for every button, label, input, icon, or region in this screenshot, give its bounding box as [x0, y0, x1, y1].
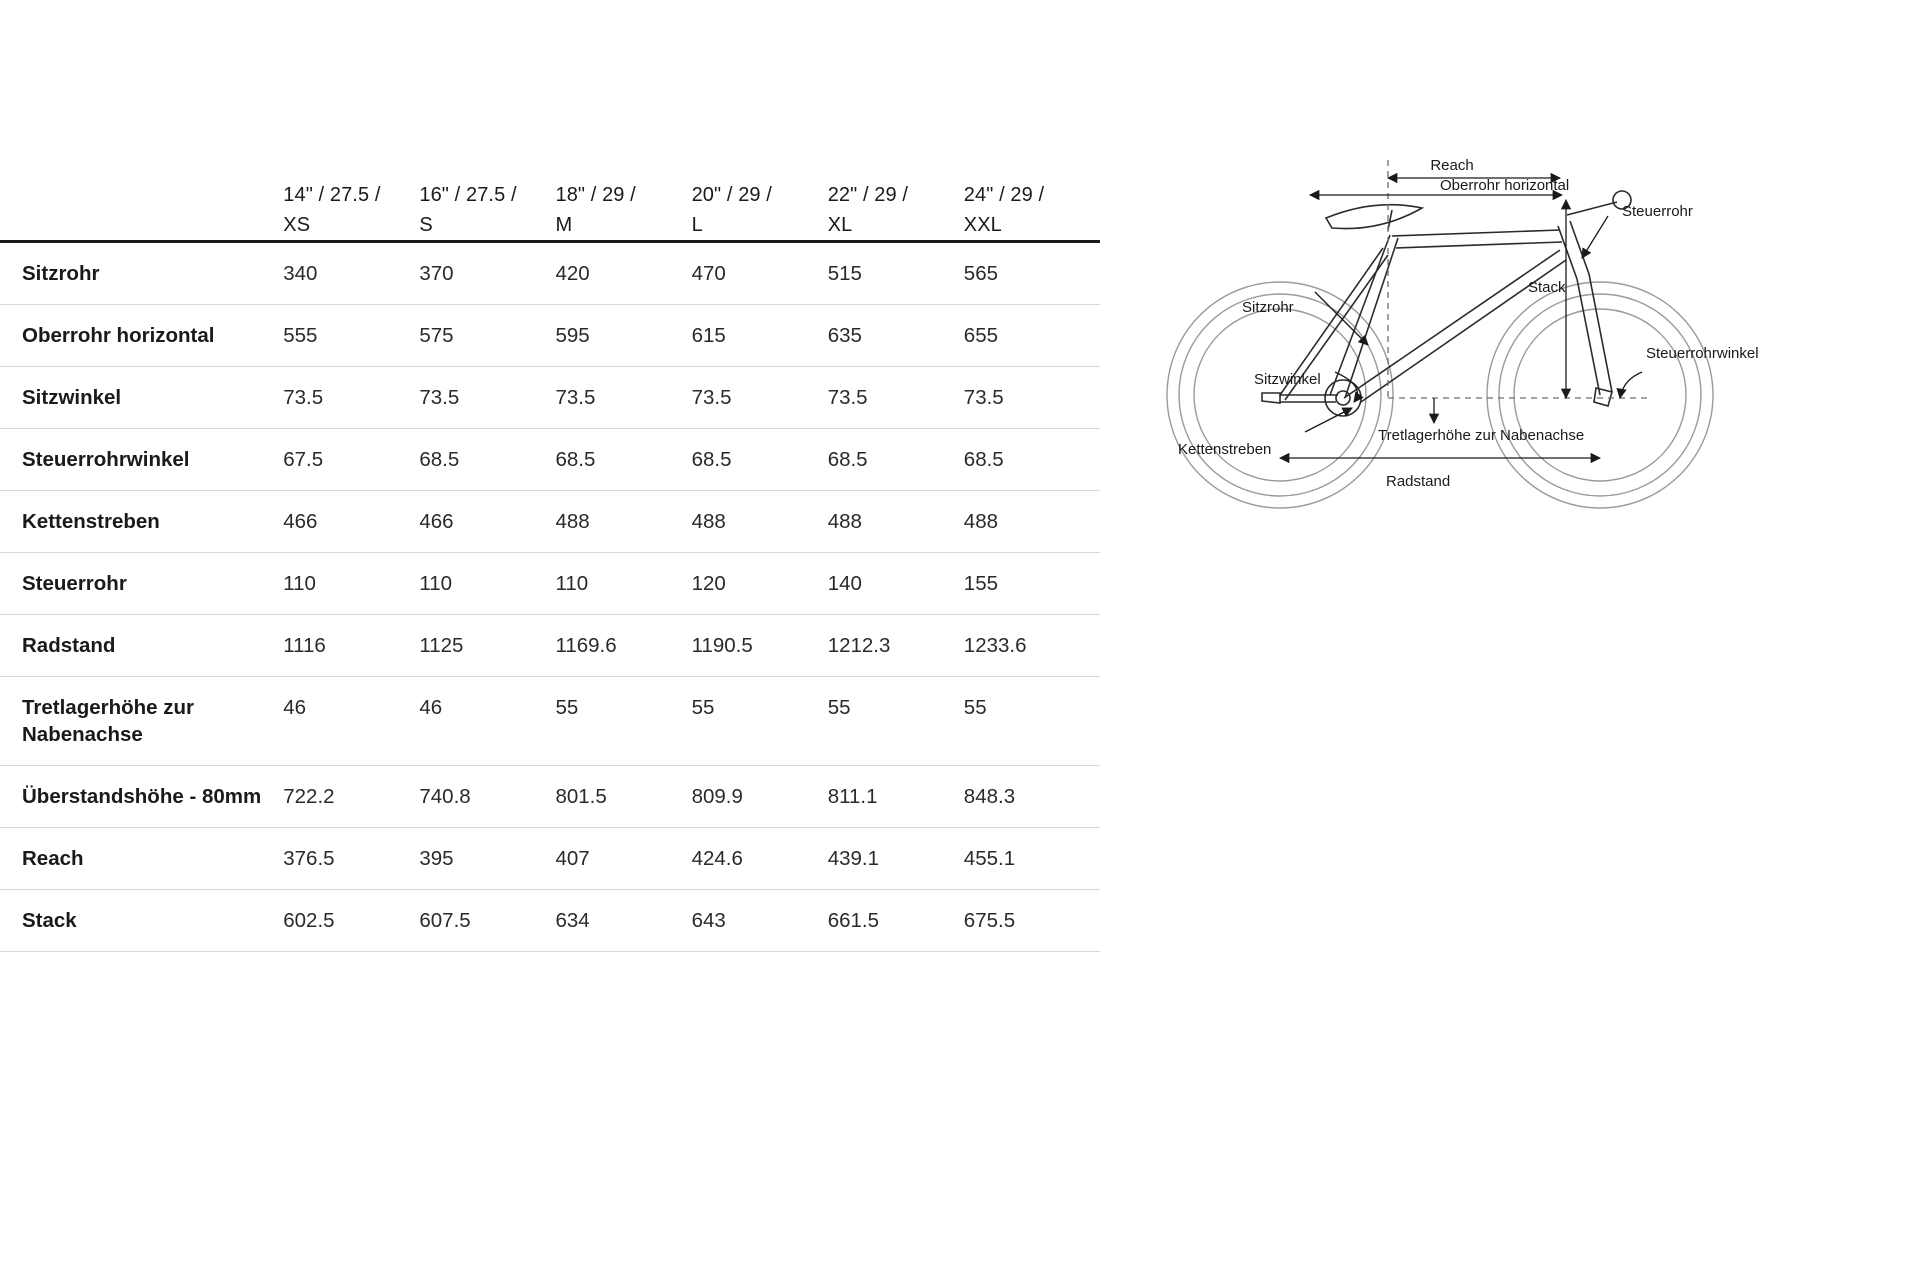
cell-steuerrohrwinkel-xl: 68.5: [827, 448, 868, 471]
row-label-stack: Stack: [22, 909, 77, 932]
cell-reach-s: 395: [419, 847, 454, 870]
cell-oberrohr-l: 615: [691, 324, 726, 347]
label-steuerrohrwinkel: Steuerrohrwinkel: [1646, 345, 1759, 362]
cell-tretlagerhoehe-s: 46: [419, 696, 443, 719]
cell-kettenstreben-l: 488: [691, 510, 726, 533]
cell-tretlagerhoehe-m: 55: [555, 696, 579, 719]
header-size-xl: [828, 180, 964, 242]
table-row: [0, 828, 1100, 890]
top-tube-upper: [1392, 230, 1560, 236]
table-header-row: [0, 180, 1100, 242]
row-label-sitzwinkel: Sitzwinkel: [22, 386, 122, 409]
label-kettenstreben: Kettenstreben: [1178, 441, 1272, 458]
row-label-steuerrohrwinkel: Steuerrohrwinkel: [22, 448, 190, 471]
row-label-kettenstreben: Kettenstreben: [22, 510, 160, 533]
cell-steuerrohrwinkel-xxl: 68.5: [963, 448, 1004, 471]
cell-ueberstandshoehe-l: 809.9: [691, 785, 743, 808]
cell-stack-l: 643: [691, 909, 726, 932]
cell-steuerrohr-xs: 110: [283, 572, 316, 595]
table-header: [0, 180, 1100, 242]
cell-oberrohr-m: 595: [555, 324, 590, 347]
cell-oberrohr-xl: 635: [827, 324, 862, 347]
headtube-pointer: [1582, 216, 1608, 258]
cell-sitzrohr-s: 370: [419, 262, 454, 285]
header-size-xs: [283, 180, 419, 242]
cell-tretlagerhoehe-xxl: 55: [963, 696, 987, 719]
header-size-xxl: [964, 180, 1100, 242]
table-body: [0, 242, 1100, 952]
cell-kettenstreben-s: 466: [419, 510, 454, 533]
cell-oberrohr-s: 575: [419, 324, 454, 347]
bike-geometry-diagram: [1130, 140, 1870, 600]
cell-sitzwinkel-l: 73.5: [691, 386, 732, 409]
header-size-xs-line2: XS: [283, 214, 311, 236]
label-reach: Reach: [1430, 157, 1474, 174]
seat-tube: [1330, 235, 1390, 395]
header-size-s-line2: S: [419, 214, 433, 236]
label-steuerrohr: Steuerrohr: [1622, 203, 1693, 220]
header-size-m-line1: 18" / 29 /: [555, 184, 636, 206]
front-dropout: [1594, 388, 1612, 406]
cell-tretlagerhoehe-xl: 55: [827, 696, 851, 719]
cell-kettenstreben-xs: 466: [283, 510, 318, 533]
cell-radstand-l: 1190.5: [691, 634, 753, 657]
header-corner-cell: [0, 180, 283, 242]
bottom-bracket-axle: [1336, 391, 1350, 405]
header-size-xxl-line1: 24" / 29 /: [963, 184, 1045, 206]
cell-stack-xs: 602.5: [283, 909, 335, 932]
header-size-m: [555, 180, 691, 242]
bottom-bracket-motor: [1325, 380, 1361, 416]
cell-ueberstandshoehe-xxl: 848.3: [963, 785, 1016, 808]
table-row: [0, 305, 1100, 367]
header-size-s-line1: 16" / 27.5 /: [419, 184, 517, 206]
chainstay-pointer: [1305, 408, 1352, 432]
cell-sitzwinkel-xxl: 73.5: [963, 386, 1004, 409]
cell-stack-s: 607.5: [419, 909, 471, 932]
cell-sitzrohr-xxl: 565: [963, 262, 999, 285]
row-label-sitzrohr: Sitzrohr: [22, 262, 100, 285]
stem: [1567, 202, 1617, 215]
cell-tretlagerhoehe-xs: 46: [283, 696, 307, 719]
cell-reach-xl: 439.1: [827, 847, 879, 870]
header-size-l-line1: 20" / 29 /: [691, 184, 772, 206]
cell-steuerrohrwinkel-m: 68.5: [555, 448, 596, 471]
cell-reach-xxl: 455.1: [963, 847, 1016, 870]
header-size-xs-line1: 14" / 27.5 /: [283, 184, 381, 206]
table-row: [0, 553, 1100, 615]
cell-stack-xxl: 675.5: [963, 909, 1016, 932]
label-sitzwinkel: Sitzwinkel: [1254, 371, 1321, 388]
cell-reach-xs: 376.5: [283, 847, 335, 870]
rear-dropout: [1262, 393, 1280, 403]
header-size-xl-line2: XL: [827, 214, 853, 236]
table-row: [0, 766, 1100, 828]
label-oberrohr-horizontal: Oberrohr horizontal: [1440, 177, 1570, 194]
table-row: [0, 890, 1100, 952]
cell-steuerrohrwinkel-s: 68.5: [419, 448, 460, 471]
row-label-steuerrohr: Steuerrohr: [22, 572, 127, 595]
header-size-l: [692, 180, 828, 242]
cell-sitzwinkel-xl: 73.5: [827, 386, 868, 409]
header-size-m-line2: M: [555, 214, 573, 236]
cell-steuerrohrwinkel-l: 68.5: [691, 448, 732, 471]
label-sitzrohr: Sitzrohr: [1242, 299, 1294, 316]
headangle-arc: [1620, 372, 1642, 398]
cell-sitzwinkel-xs: 73.5: [283, 386, 324, 409]
fork-leg-right: [1589, 274, 1612, 392]
table-row: [0, 367, 1100, 429]
cell-sitzrohr-m: 420: [555, 262, 590, 285]
cell-steuerrohr-l: 120: [691, 572, 726, 595]
cell-ueberstandshoehe-xs: 722.2: [283, 785, 335, 808]
header-size-l-line2: L: [691, 214, 703, 236]
seatangle-arc: [1335, 372, 1357, 402]
cell-radstand-xs: 1116: [283, 634, 326, 657]
label-stack: Stack: [1528, 279, 1566, 296]
cell-ueberstandshoehe-s: 740.8: [419, 785, 471, 808]
saddle: [1326, 205, 1422, 229]
cell-ueberstandshoehe-xl: 811.1: [827, 785, 878, 808]
label-radstand: Radstand: [1386, 473, 1451, 490]
header-size-s: [419, 180, 555, 242]
cell-radstand-xl: 1212.3: [827, 634, 891, 657]
cell-radstand-s: 1125: [419, 634, 464, 657]
cell-sitzrohr-xl: 515: [827, 262, 862, 285]
cell-steuerrohr-xxl: 155: [963, 572, 999, 595]
table-row: [0, 677, 1100, 766]
table-row: [0, 491, 1100, 553]
row-label-oberrohr-horizontal: Oberrohr horizontal: [22, 324, 215, 347]
table-row: [0, 429, 1100, 491]
cell-steuerrohr-s: 110: [419, 572, 453, 595]
geometry-table-container: [0, 180, 1100, 952]
cell-kettenstreben-m: 488: [555, 510, 590, 533]
seat-tube-2: [1345, 238, 1398, 398]
top-tube-lower: [1396, 242, 1562, 248]
cell-kettenstreben-xxl: 488: [963, 510, 999, 533]
cell-steuerrohrwinkel-xs: 67.5: [283, 448, 324, 471]
table-row: [0, 615, 1100, 677]
cell-sitzrohr-xs: 340: [283, 262, 318, 285]
cell-radstand-xxl: 1233.6: [963, 634, 1027, 657]
cell-sitzwinkel-s: 73.5: [419, 386, 460, 409]
cell-sitzwinkel-m: 73.5: [555, 386, 596, 409]
cell-reach-l: 424.6: [691, 847, 743, 870]
header-size-xxl-line2: XXL: [963, 214, 1002, 236]
cell-stack-m: 634: [555, 909, 590, 932]
cell-steuerrohr-xl: 140: [827, 572, 862, 595]
row-label-reach: Reach: [22, 847, 84, 870]
cell-sitzrohr-l: 470: [691, 262, 726, 285]
cell-oberrohr-xs: 555: [283, 324, 318, 347]
cell-reach-m: 407: [555, 847, 590, 870]
header-size-xl-line1: 22" / 29 /: [827, 184, 909, 206]
cell-ueberstandshoehe-m: 801.5: [555, 785, 607, 808]
fork-leg-left: [1577, 279, 1600, 395]
label-tretlagerhoehe: Tretlagerhöhe zur Nabenachse: [1378, 427, 1585, 444]
cell-kettenstreben-xl: 488: [827, 510, 862, 533]
cell-radstand-m: 1169.6: [555, 634, 617, 657]
row-label-ueberstandshoehe: Überstandshöhe - 80mm: [22, 785, 262, 808]
row-label-tretlagerhoehe: Tretlagerhöhe zur Nabenachse: [22, 696, 195, 746]
cell-stack-xl: 661.5: [827, 909, 879, 932]
cell-oberrohr-xxl: 655: [963, 324, 999, 347]
cell-steuerrohr-m: 110: [555, 572, 589, 595]
geometry-table: [0, 180, 1100, 952]
row-label-radstand: Radstand: [22, 634, 116, 657]
table-row: [0, 242, 1100, 305]
cell-tretlagerhoehe-l: 55: [691, 696, 715, 719]
